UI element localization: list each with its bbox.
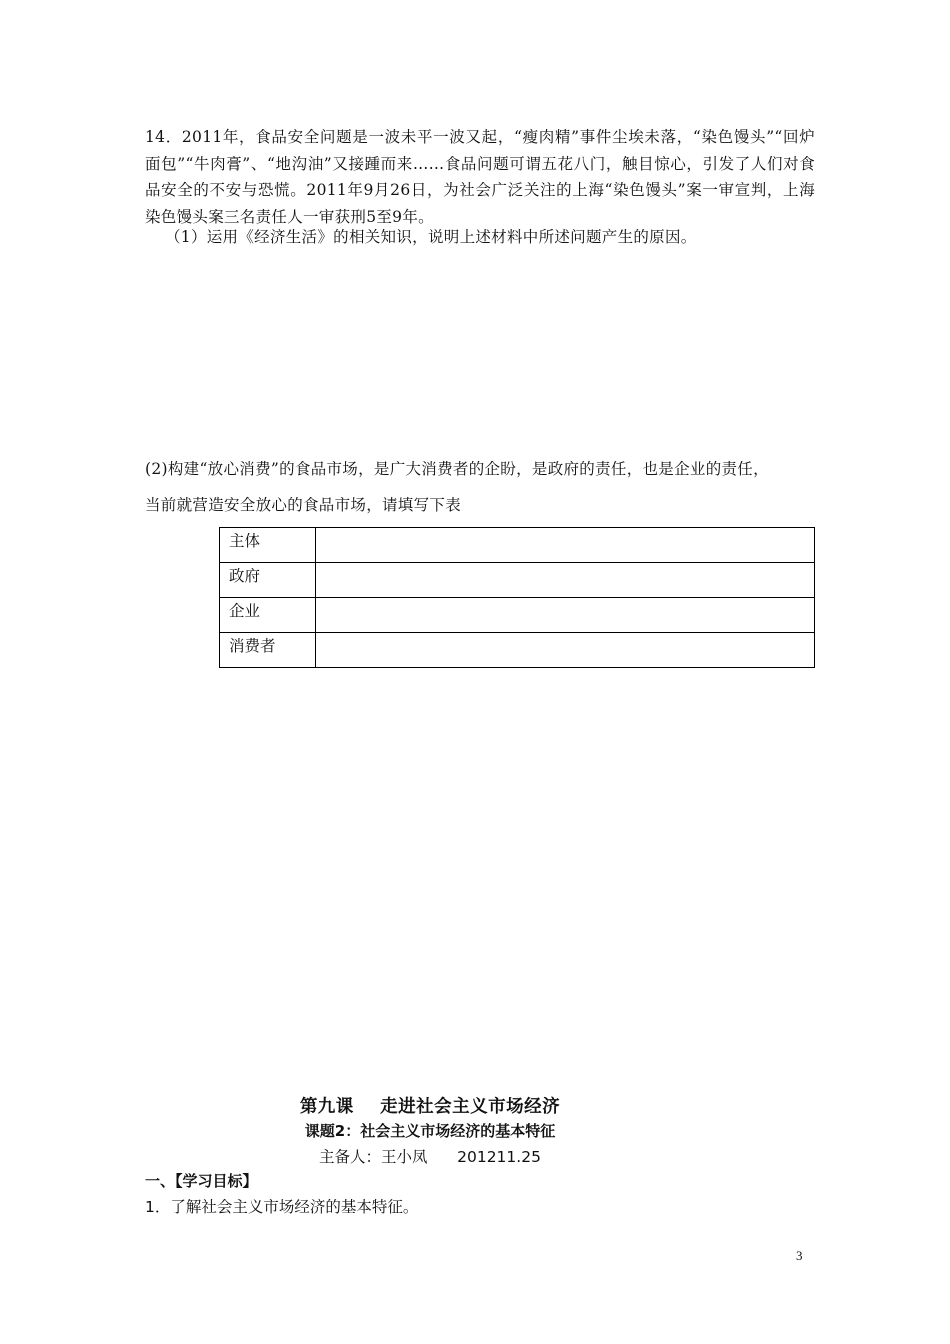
lesson-title: 第九课 走进社会主义市场经济 (299, 1097, 561, 1117)
table-row-label: 政府 (220, 563, 316, 598)
table-row (220, 563, 815, 598)
table-row-label: 企业 (220, 598, 316, 633)
answer-cell[interactable] (316, 598, 815, 633)
table-row (220, 528, 815, 563)
answer-cell[interactable] (316, 633, 815, 668)
question-14-stem: 14．2011年，食品安全问题是一波未平一波又起，“瘦肉精”事件尘埃未落，“染色馒头”“回炉面包”“牛肉膏”、“地沟油”又接踵而来……食品问题可谓五花八门，触目惊心，引发了人们对食品安全的不安与恐慌。2011年9月26日，为社会广泛关注的上海“染色馒头”案一审宣判，上海染色馒头案三名责任人一审获刑5至9年。 (145, 128, 815, 226)
question-14-part-2-line-1: (2)构建“放心消费”的食品市场，是广大消费者的企盼，是政府的责任，也是企业的责任， (145, 460, 769, 478)
section-heading: 一、【学习目标】 (145, 1172, 258, 1190)
page-number: 3 (796, 1248, 803, 1263)
table-row (220, 633, 815, 668)
question-14-part-1: （1）运用《经济生活》的相关知识，说明上述材料中所述问题产生的原因。 (165, 228, 697, 246)
question-14-part-2-line-2: 当前就营造安全放心的食品市场，请填写下表 (145, 496, 462, 514)
answer-cell[interactable] (316, 563, 815, 598)
topic-title: 课题2：社会主义市场经济的基本特征 (304, 1122, 556, 1140)
answer-cell[interactable] (316, 528, 815, 563)
table-row (220, 598, 815, 633)
author-line: 主备人：王小凤 201211.25 (319, 1148, 541, 1166)
subject-fill-table (219, 527, 815, 668)
learning-goal-item: 1．了解社会主义市场经济的基本特征。 (145, 1198, 419, 1216)
table-row-label: 消费者 (220, 633, 316, 668)
table-row-label: 主体 (220, 528, 316, 563)
